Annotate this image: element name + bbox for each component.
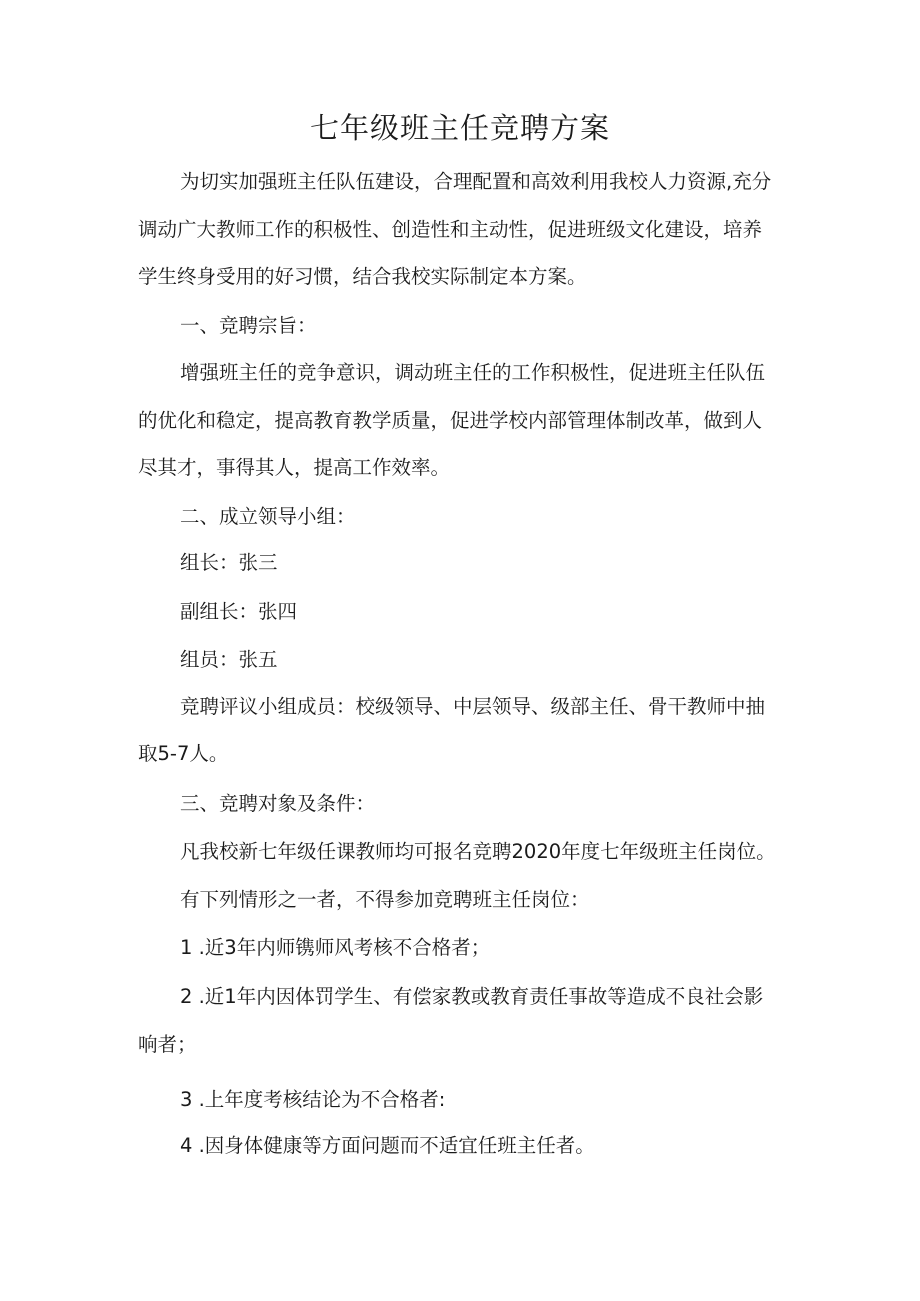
group-leader: 组长：张三 <box>180 551 278 574</box>
section-1-line-3: 尽其才，事得其人，提高工作效率。 <box>138 456 451 479</box>
group-member: 组员：张五 <box>180 648 278 671</box>
exclusion-item-2-cont: 响者； <box>138 1033 197 1056</box>
section-1-heading: 一、竞聘宗旨： <box>180 314 317 337</box>
committee-line-2: 取5-7人。 <box>138 742 229 765</box>
committee-line-1: 竞聘评议小组成员：校级领导、中层领导、级部主任、骨干教师中抽 <box>180 695 766 718</box>
exclusion-item-4: 4 .因身体健康等方面问题而不适宜任班主任者。 <box>180 1134 595 1157</box>
section-1-line-1: 增强班主任的竞争意识，调动班主任的工作积极性，促进班主任队伍 <box>180 361 766 384</box>
section-1-line-2: 的优化和稳定，提高教育教学质量，促进学校内部管理体制改革，做到人 <box>138 409 763 432</box>
document-title: 七年级班主任竞聘方案 <box>309 111 610 145</box>
eligibility-text: 凡我校新七年级任课教师均可报名竞聘2020年度七年级班主任岗位。 <box>180 840 776 863</box>
exclusion-item-2: 2 .近1年内因体罚学生、有偿家教或教育责任事故等造成不良社会影 <box>180 985 764 1008</box>
intro-line-3: 学生终身受用的好习惯，结合我校实际制定本方案。 <box>138 265 587 288</box>
section-2-heading: 二、成立领导小组： <box>180 505 356 528</box>
exclusion-item-3: 3 .上年度考核结论为不合格者: <box>180 1088 446 1111</box>
section-3-heading: 三、竞聘对象及条件： <box>180 792 376 815</box>
group-deputy: 副组长：张四 <box>180 600 298 623</box>
intro-line-2: 调动广大教师工作的积极性、创造性和主动性，促进班级文化建设，培养 <box>138 218 763 241</box>
intro-line-1: 为切实加强班主任队伍建设，合理配置和高效利用我校人力资源,充分 <box>180 170 772 193</box>
exclusion-intro: 有下列情形之一者，不得参加竞聘班主任岗位： <box>180 888 590 911</box>
exclusion-item-1: 1 .近3年内师镌师风考核不合格者； <box>180 936 491 959</box>
